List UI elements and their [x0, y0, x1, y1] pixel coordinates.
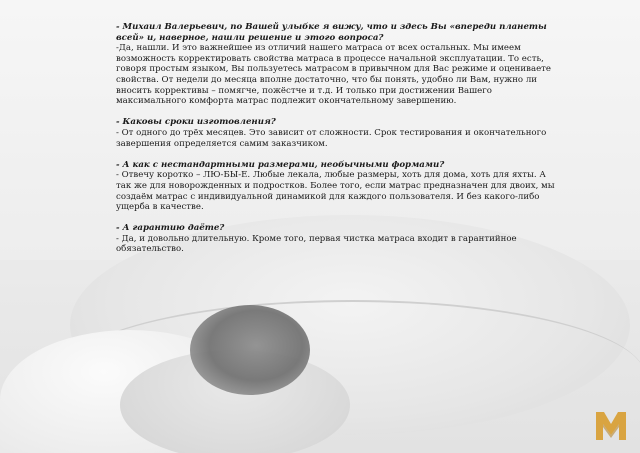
question-2: - Каковы сроки изготовления? [116, 117, 276, 128]
question-3: - А как с нестандартными размерами, необычными формами? [116, 159, 445, 170]
question-4: - А гарантию даёте? [116, 223, 225, 234]
qa-section-4 [116, 223, 556, 255]
answer-1: -Да, нашли. И это важнейшее из отличий нашего матраса от всех остальных. Мы имеем возможность корректировать свойства матраса в процессе начальной эксплуатации. То есть, говоря простым языком, Вы пользуетесь матрасом в привычном для Вас режиме и оцениваете свойства. От недели до месяца вполне достаточно, что бы понять, удобно ли Вам, нужно ли вносить коррективы – помягче, пожёстче и т.д. И только при достижении Вашего максимального комфорта матрас подлежит окончательному завершению. [116, 43, 552, 107]
m-logo-icon [593, 407, 629, 443]
answer-3: - Отвечу коротко – ЛЮ-БЫ-Е. Любые лекала, любые размеры, хоть для дома, хоть для яхты. А так же для новорожденных и подростков. Более того, если матрас предназначен для двоих, мы создаём матрас с индивидуальной динамикой для каждого пользователя. И без какого-либо ущерба в качестве. [116, 170, 555, 213]
answer-4: - Да, и довольно длительную. Кроме того, первая чистка матраса входит в гарантийное обязательство. [116, 233, 517, 255]
qa-section-1 [116, 22, 556, 107]
qa-section-2 [116, 117, 556, 149]
interview-text [116, 22, 556, 266]
answer-2: - От одного до трёх месяцев. Это зависит от сложности. Срок тестирования и окончательного завершения определяется самим заказчиком. [116, 127, 547, 149]
qa-section-3 [116, 160, 556, 213]
background-person-head [190, 305, 310, 395]
question-1: - Михаил Валерьевич, по Вашей улыбке я вижу, что и здесь Вы «впереди планеты всей» и, наверное, нашли решение и этого вопроса? [116, 22, 547, 43]
